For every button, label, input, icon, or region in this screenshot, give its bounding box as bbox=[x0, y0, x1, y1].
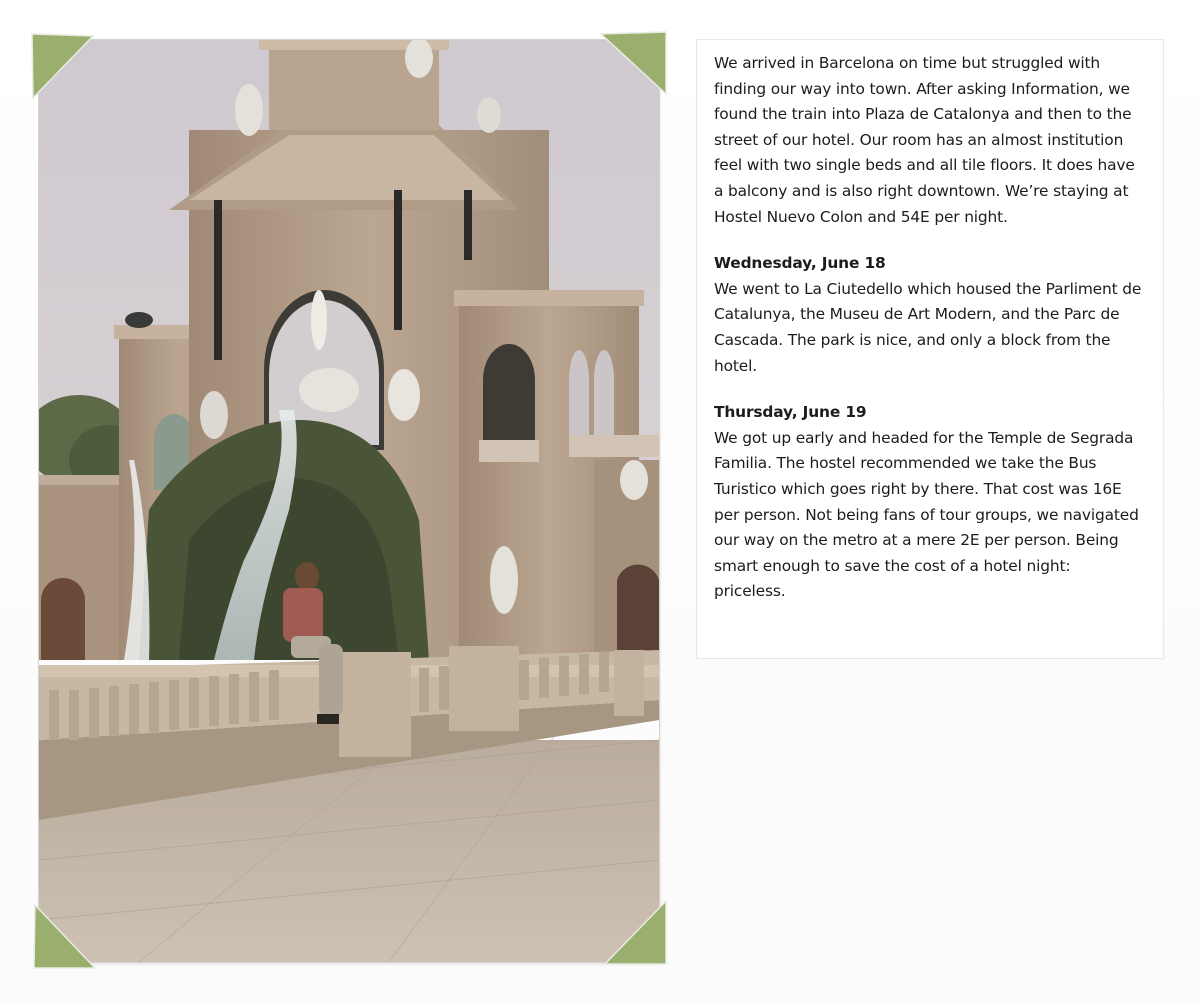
photo-corner-bottom-right bbox=[604, 900, 668, 970]
cascada-fountain-photo bbox=[39, 40, 659, 962]
journal-entry bbox=[714, 251, 1145, 379]
entry-date: Wednesday, June 18 bbox=[714, 254, 886, 273]
journal-card bbox=[697, 40, 1163, 658]
photo-corner-bottom-left bbox=[33, 904, 97, 974]
journal-entry bbox=[714, 400, 1145, 605]
entry-date: Thursday, June 19 bbox=[714, 403, 867, 422]
entry-text: We went to La Ciutedello which housed the Parliment de Catalunya, the Museu de Art Modern, and the Parc de Cascada. The park is nice, and only a block from the hotel. bbox=[714, 279, 1142, 375]
photo-corner-top-right bbox=[600, 31, 668, 99]
journal-intro-text: We arrived in Barcelona on time but struggled with finding our way into town. After asking Information, we found the train into Plaza de Catalonya and then to the street of our hotel. Our room has an almost institution feel with two single beds and all tile floors. It does have a balcony and is also right downtown. We’re staying at Hostel Nuevo Colon and 54E per night. bbox=[714, 54, 1135, 226]
photo-corner-top-left bbox=[31, 33, 95, 103]
entry-text: We got up early and headed for the Temple de Segrada Familia. The hostel recommended we take the Bus Turistico which goes right by there. That cost was 16E per person. Not being fans of tour groups, we navigated our way on the metro at a mere 2E per person. Being smart enough to save the cost of a hotel night: priceless. bbox=[714, 428, 1139, 601]
